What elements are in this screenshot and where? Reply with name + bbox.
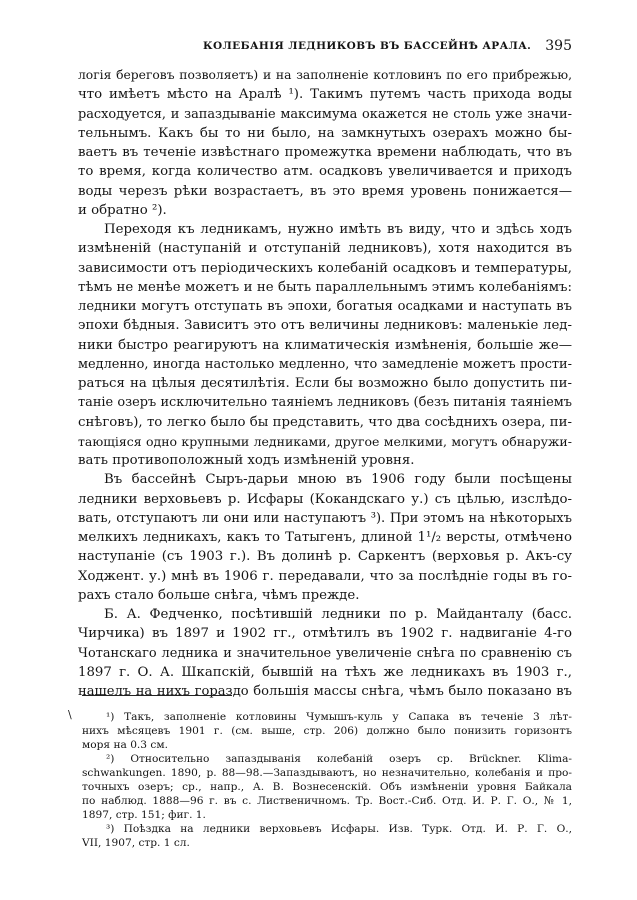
text-line: ледники верховьевъ р. Исфары (Кокандскаго у.) съ цѣлью, изслѣдо- xyxy=(78,491,572,507)
margin-mark: \ xyxy=(68,708,72,721)
text-line: Чирчика) въ 1897 и 1902 гг., отмѣтилъ въ 1902 г. надвиганіе 4-го xyxy=(78,626,572,642)
text-line: тельнымъ. Какъ бы то ни было, на замкнутыхъ озерахъ можно бы- xyxy=(78,125,572,141)
text-line: эпохи бѣдныя. Зависитъ это отъ величины ледниковъ: маленькіе лед- xyxy=(78,318,572,334)
text-line: вать противоположный ходъ измѣненій уровня. xyxy=(78,453,415,468)
footnote-line: точныхъ озеръ; ср., напр., А. В. Вознесенскій. Объ измѣненіи уровня Байкала xyxy=(82,781,572,793)
text-line: ники быстро реагируютъ на климатическія измѣненія, большіе же— xyxy=(78,337,572,353)
text-line: таніе озеръ исключительно таяніемъ ледниковъ (безъ питанія таяніемъ xyxy=(78,395,572,411)
paragraph-start-line: Въ бассейнѣ Сыръ-дарьи мною въ 1906 году были посѣщены xyxy=(104,472,572,488)
text-line: ледники могутъ отступать въ эпохи, богатыя осадками и наступать въ xyxy=(78,299,572,314)
text-line: тѣмъ не менѣе можетъ и не быть параллельнымъ этимъ колебаніямъ: xyxy=(78,279,572,295)
text-line: логія береговъ позволяетъ) и на заполненіе котловинъ по его прибрежью, xyxy=(78,68,572,82)
footnote-line: ¹) Такъ, заполненіе котловины Чумышъ-куль у Сапака въ теченіе 3 лѣт- xyxy=(106,711,572,723)
footnote-line: по наблюд. 1888—96 г. въ с. Лиственичномъ. Тр. Вост.-Сиб. Отд. И. Р. Г. О., № 1, xyxy=(82,795,572,807)
text-line: зависимости отъ періодическихъ колебаній осадковъ и температуры, xyxy=(78,260,572,276)
body-text xyxy=(78,66,572,701)
text-line: рахъ стало больше снѣга, чѣмъ прежде. xyxy=(78,587,360,603)
text-line: медленно, иногда настолько медленно, что замедленіе можетъ прости- xyxy=(78,356,572,372)
text-line: нашелъ на нихъ гораздо большія массы снѣга, чѣмъ было показано въ xyxy=(78,684,572,699)
footnote-divider xyxy=(82,695,232,696)
paragraph-start-line: Переходя къ ледникамъ, нужно имѣть въ виду, что и здѣсь ходъ xyxy=(104,222,572,237)
text-line: Ходжент. у.) мнѣ въ 1906 г. передавали, что за послѣдніе годы въ го- xyxy=(78,568,572,584)
text-line: расходуется, и запаздываніе максимума окажется не столь уже значи- xyxy=(78,106,572,122)
footnotes xyxy=(82,710,572,850)
text-line: наступаніе (съ 1903 г.). Въ долинѣ р. Саркентъ (верховья р. Акъ-су xyxy=(78,549,572,565)
footnote-line: 1897, стр. 151; фиг. 1. xyxy=(82,809,206,821)
text-line: и обратно ²). xyxy=(78,202,167,218)
text-line: ваетъ въ теченіе извѣстнаго промежутка времени наблюдать, что въ xyxy=(78,145,572,160)
text-line: то время, когда количество атм. осадковъ увеличивается и приходъ xyxy=(78,164,572,180)
page-number: 395 xyxy=(545,38,572,54)
text-line: мелкихъ ледникахъ, какъ то Татыгенъ, длиной 1¹/₂ версты, отмѣчено xyxy=(78,530,572,545)
text-line: что имѣетъ мѣсто на Аралѣ ¹). Такимъ путемъ часть прихода воды xyxy=(78,87,572,103)
footnote-line: моря на 0.3 см. xyxy=(82,739,168,751)
text-line: 1897 г. О. А. Шкапскій, бывшій на тѣхъ же ледникахъ въ 1903 г., xyxy=(78,664,572,680)
running-title: КОЛЕБАНІЯ ЛЕДНИКОВЪ ВЪ БАССЕЙНѢ АРАЛА. xyxy=(203,40,532,52)
text-line: измѣненій (наступаній и отступаній ледниковъ), хотя находится въ xyxy=(78,241,572,257)
text-line: Чотанскаго ледника и значительное увеличеніе снѣга по сравненію съ xyxy=(78,645,572,661)
paragraph-start-line: Б. А. Федченко, посѣтившій ледники по р. Майданталу (басс. xyxy=(104,607,572,622)
page-header xyxy=(78,40,572,56)
text-line: тающіяся одно крупными ледниками, другое мелкими, могутъ обнаружи- xyxy=(78,433,572,449)
text-line: воды черезъ рѣки возрастаетъ, въ это время уровень понижается— xyxy=(78,183,572,199)
text-line: раться на цѣлыя десятилѣтія. Если бы возможно было допустить пи- xyxy=(78,376,572,391)
text-line: снѣговъ), то легко было бы представить, что два сосѣднихъ озера, пи- xyxy=(78,414,572,430)
text-line: вать, отступаютъ ли они или наступаютъ ³). При этомъ на нѣкоторыхъ xyxy=(78,510,572,526)
footnote-line: schwankungen. 1890, p. 88—98.—Запаздываютъ, но незначительно, колебанія и про- xyxy=(82,767,572,779)
footnote-line: ³) Поѣздка на ледники верховьевъ Исфары. Изв. Турк. Отд. И. Р. Г. О., xyxy=(106,823,572,835)
footnote-line: нихъ мѣсяцевъ 1901 г. (см. выше, стр. 206) должно было понизить горизонтъ xyxy=(82,725,572,737)
footnote-line: VII, 1907, стр. 1 сл. xyxy=(82,837,190,849)
footnote-line: ²) Относительно запаздыванія колебаній озеръ ср. Brückner. Klima- xyxy=(106,753,572,765)
